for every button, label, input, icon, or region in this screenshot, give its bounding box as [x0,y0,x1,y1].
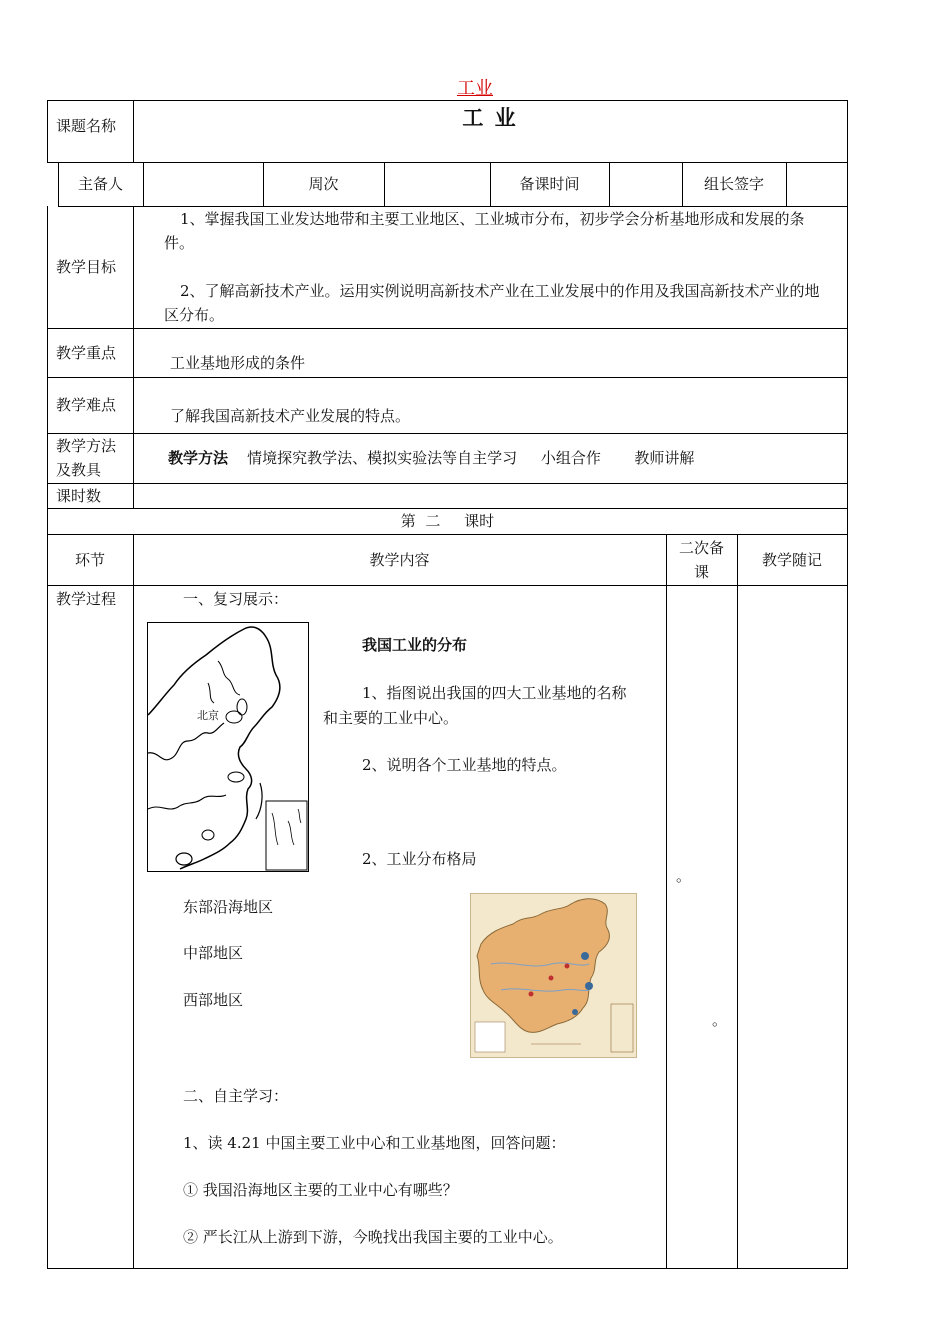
region-west: 西部地区 [183,991,244,1009]
col-section: 环节 [74,551,105,569]
question-1-line1: 1、指图说出我国的四大工业基地的名称 [362,684,627,702]
industry-map [470,893,637,1058]
topic-label: 课题名称 [56,117,117,135]
col-second-prep-2: 课 [693,563,709,581]
self-study-heading: 二、自主学习： [183,1087,289,1105]
question-2: 2、说明各个工业基地的特点。 [362,756,567,774]
region-central: 中部地区 [183,944,244,962]
preparer-label: 主备人 [77,175,123,193]
objectives-label: 教学目标 [56,258,117,276]
question-yangtze: ② 严长江从上游到下游，今晚找出我国主要的工业中心。 [183,1228,563,1246]
objective-2: 2、了解高新技术产业。运用实例说明高新技术产业在工业发展中的作用及我国高新技术产业的地区分布。 [164,282,820,324]
prep-time-label: 备课时间 [519,175,580,193]
outline-map-drawing [148,623,308,871]
hours-label: 课时数 [56,487,102,505]
difficulty-value: 了解我国高新技术产业发展的特点。 [170,407,411,425]
lesson-label: 第 二 课时 [400,512,495,530]
methods-value: 教学方法 情境探究教学法、模拟实验法等自主学习 小组合作 教师讲解 [168,449,695,467]
pattern-heading: 2、工业分布格局 [362,850,477,868]
difficulty-label: 教学难点 [56,396,117,414]
question-1-line2: 和主要的工业中心。 [323,709,459,727]
col-second-prep-1: 二次备 [678,539,724,557]
leader-sign-label: 组长签字 [703,175,764,193]
topic-value: 工 业 [462,106,518,130]
outline-map [147,622,309,872]
key-point-label: 教学重点 [56,344,117,362]
week-label: 周次 [308,175,339,193]
objective-1: 1、掌握我国工业发达地带和主要工业地区、工业城市分布，初步学会分析基地形成和发展的条件。 [164,210,805,252]
col-notes: 教学随记 [761,551,822,569]
second-prep-mark: 。 [676,867,692,885]
key-point-value: 工业基地形成的条件 [170,354,306,372]
methods-label-1: 教学方法 [56,437,117,455]
map-city-label: 北京 [197,709,219,722]
question-coastal: ① 我国沿海地区主要的工业中心有哪些？ [183,1181,458,1199]
process-label: 教学过程 [56,590,117,608]
second-prep-mark-2: 。 [712,1011,728,1029]
region-east: 东部沿海地区 [183,898,274,916]
col-content: 教学内容 [369,551,430,569]
methods-label-2: 及教具 [56,461,102,479]
document-title: 工业 [457,78,493,99]
distribution-title: 我国工业的分布 [362,636,468,654]
review-heading: 一、复习展示： [183,590,289,608]
reading-task: 1、读 4.21 中国主要工业中心和工业基地图，回答问题： [183,1134,566,1152]
industry-map-drawing [471,894,636,1057]
